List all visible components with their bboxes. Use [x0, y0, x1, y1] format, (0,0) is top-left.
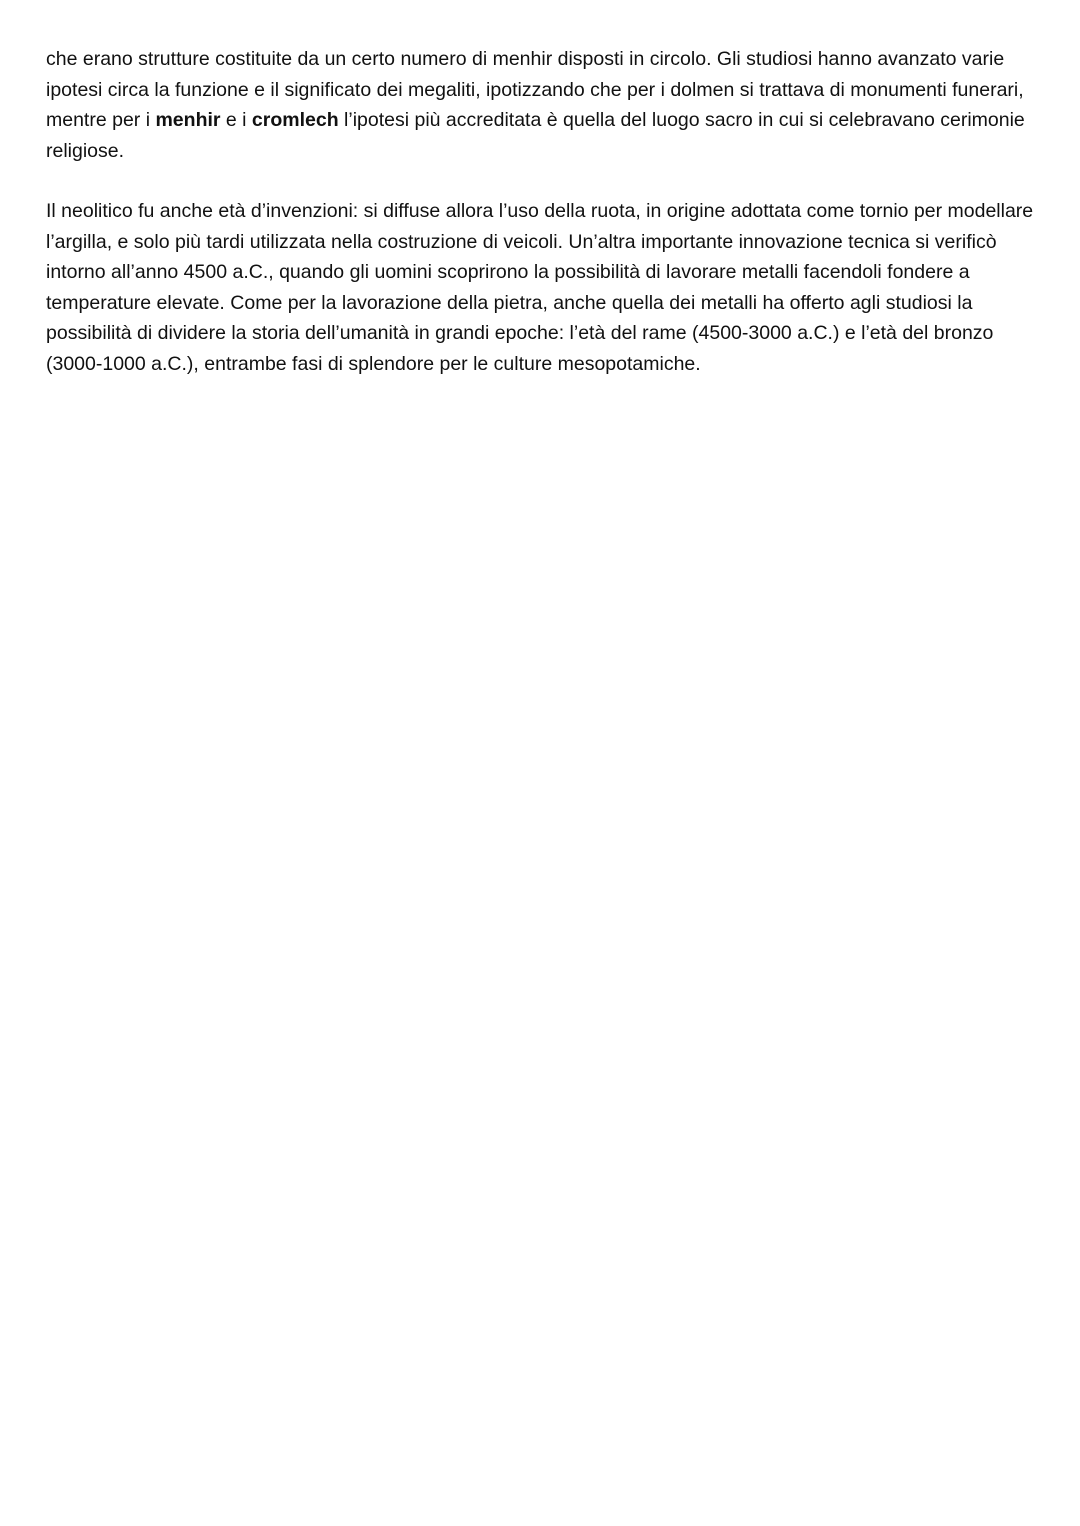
paragraph-text: che erano strutture costituite da un certo numero di menhir disposti in circolo. Gli studiosi hanno avanzato varie ipotesi circa la funzione e il significato dei megaliti, ipotizzando che per i dolmen si trattava di monumenti funerari, mentre per i [46, 48, 1024, 131]
paragraph-text: e i [220, 109, 252, 131]
paragraph-text: l’ipotesi più accreditata è quella del luogo sacro in cui si celebravano cerimonie religiose. [46, 109, 1025, 162]
paragraph-megaliths [46, 44, 1046, 166]
paragraph-neolithic-inventions: Il neolitico fu anche età d’invenzioni: si diffuse allora l’uso della ruota, in origine adottata come tornio per modellare l’argilla, e solo più tardi utilizzata nella costruzione di veicoli. Un’altra importante innovazione tecnica si verificò intorno all’anno 4500 a.C., quando gli uomini scoprirono la possibilità di lavorare metalli facendoli fondere a temperature elevate. Come per la lavorazione della pietra, anche quella dei metalli ha offerto agli studiosi la possibilità di dividere la storia dell’umanità in grandi epoche: l’età del rame (4500-3000 a.C.) e l’età del bronzo (3000-1000 a.C.), entrambe fasi di splendore per le culture mesopotamiche. [46, 200, 1034, 375]
bold-term-cromlech: cromlech [251, 109, 339, 131]
bold-term-menhir: menhir [155, 109, 221, 131]
document-page [46, 44, 1046, 379]
